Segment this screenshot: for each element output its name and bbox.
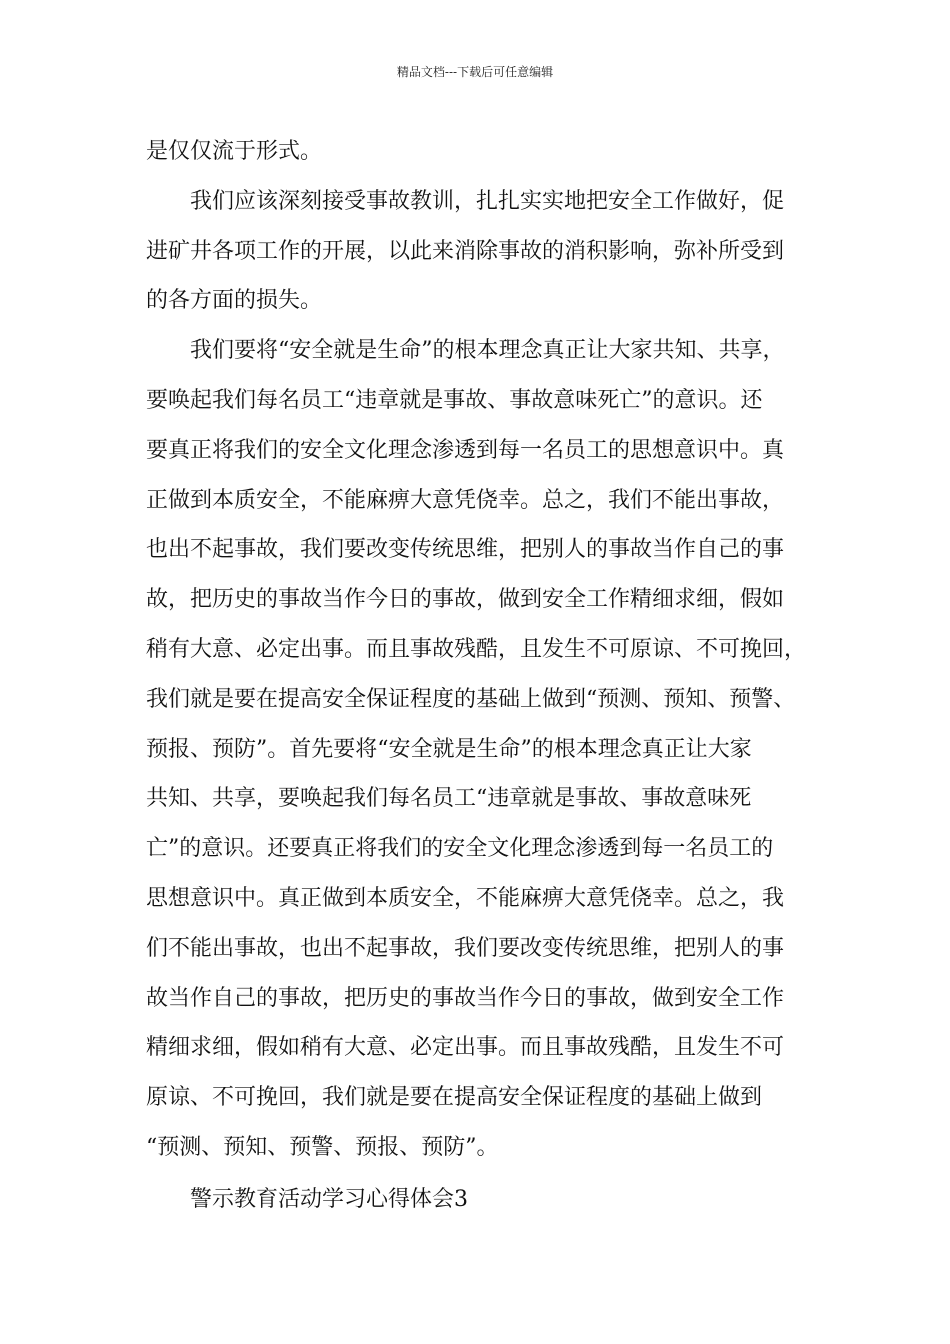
text-line: 我们要将“安全就是生命”的根本理念真正让大家共知、共享， [190, 338, 785, 364]
section-heading: 警示教育活动学习心得体会3 [190, 1186, 468, 1212]
text-line: 预报、预防”。首先要将“安全就是生命”的根本理念真正让大家 [146, 736, 752, 762]
text-line: 我们就是要在提高安全保证程度的基础上做到“预测、预知、预警、 [146, 686, 796, 712]
text-line: 是仅仅流于形式。 [146, 139, 323, 164]
text-line: 要唤起我们每名员工“违章就是事故、事故意味死亡”的意识。还 [146, 387, 763, 413]
text-line: 故当作自己的事故，把历史的事故当作今日的事故，做到安全工作 [146, 985, 785, 1011]
text-line: 原谅、不可挽回，我们就是要在提高安全保证程度的基础上做到 [146, 1085, 763, 1111]
text-line: 思想意识中。真正做到本质安全，不能麻痹大意凭侥幸。总之，我 [146, 885, 785, 911]
document-body [146, 127, 826, 1225]
text-line: 共知、共享，要唤起我们每名员工“违章就是事故、事故意味死 [146, 786, 752, 812]
text-line: 也出不起事故，我们要改变传统思维，把别人的事故当作自己的事 [146, 537, 785, 563]
text-line: 稍有大意、必定出事。而且事故残酷，且发生不可原谅、不可挽回， [146, 636, 807, 662]
text-line: 亡”的意识。还要真正将我们的安全文化理念渗透到每一名员工的 [146, 836, 774, 862]
text-line: 精细求细，假如稍有大意、必定出事。而且事故残酷，且发生不可 [146, 1035, 785, 1061]
text-line: 正做到本质安全，不能麻痹大意凭侥幸。总之，我们不能出事故， [146, 487, 785, 513]
text-line: 要真正将我们的安全文化理念渗透到每一名员工的思想意识中。真 [146, 437, 785, 463]
text-line: 故，把历史的事故当作今日的事故，做到安全工作精细求细，假如 [146, 587, 785, 613]
page-header: 精品文档---下载后可任意编辑 [396, 65, 554, 79]
text-line: 们不能出事故，也出不起事故，我们要改变传统思维，把别人的事 [146, 935, 785, 961]
text-line: 进矿井各项工作的开展，以此来消除事故的消积影响，弥补所受到 [146, 238, 785, 264]
text-line: 我们应该深刻接受事故教训，扎扎实实地把安全工作做好，促 [190, 188, 785, 214]
text-line: “预测、预知、预警、预报、预防”。 [146, 1134, 499, 1160]
text-line: 的各方面的损失。 [146, 288, 323, 314]
